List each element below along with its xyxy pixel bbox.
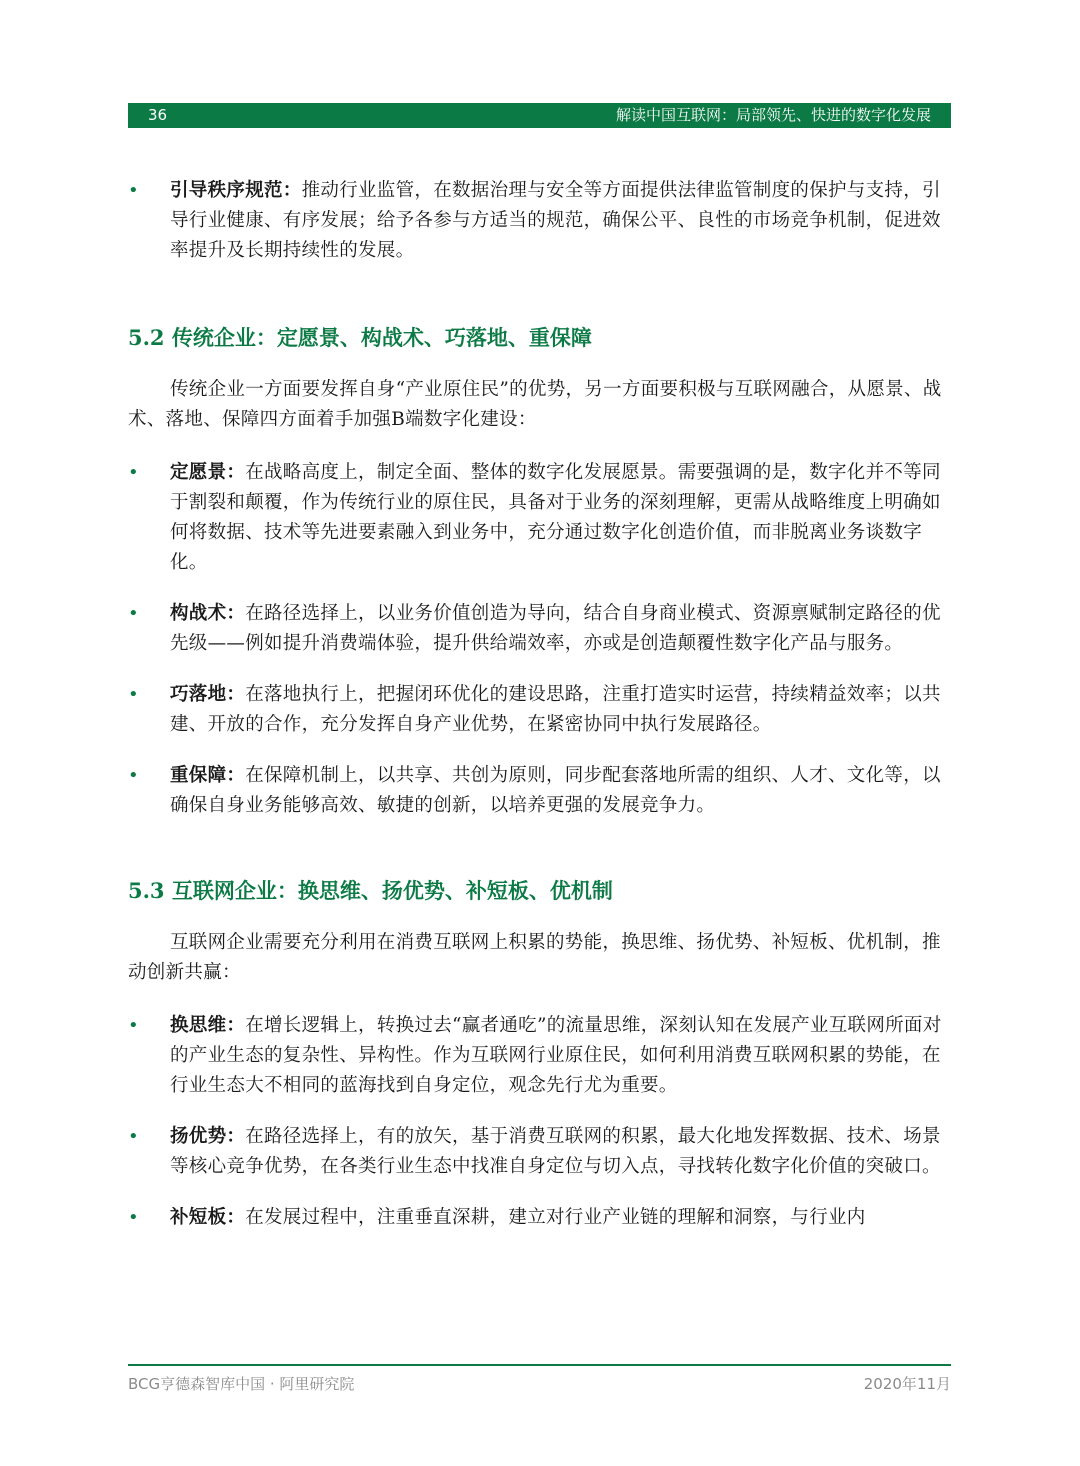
bullet-term: 引导秩序规范： [170,180,302,201]
page-number: 36 [148,106,168,124]
section-intro-5-2: 传统企业一方面要发挥自身“产业原住民”的优势，另一方面要积极与互联网融合，从愿景、战术、落地、保障四方面着手加强B端数字化建设： [128,379,942,430]
bullet-text: 在发展过程中，注重垂直深耕，建立对行业产业链的理解和洞察，与行业内 [245,1207,866,1228]
bullet-item [128,761,951,821]
bullet-item [128,599,951,659]
bullet-term: 换思维： [170,1015,246,1036]
bullet-text: 在落地执行上，把握闭环优化的建设思路，注重打造实时运营，持续精益效率；以共建、开放的合作，充分发挥自身产业优势，在紧密协同中执行发展路径。 [170,684,941,735]
bullet-dot-icon: • [128,462,139,483]
bullet-term: 补短板： [170,1207,246,1228]
bullet-item [128,458,951,578]
footer-divider [128,1364,951,1366]
bullet-term: 巧落地： [170,684,246,705]
bullet-term: 扬优势： [170,1126,246,1147]
bullet-item [128,176,951,266]
bullet-item [128,1122,951,1182]
bullet-dot-icon: • [128,684,139,705]
bullet-dot-icon: • [128,180,139,201]
page-footer [128,1373,951,1394]
bullet-dot-icon: • [128,1015,139,1036]
bullet-term: 定愿景： [170,462,246,483]
bullet-text: 在增长逻辑上，转换过去“赢者通吃”的流量思维，深刻认知在发展产业互联网所面对的产业生态的复杂性、异构性。作为互联网行业原住民，如何利用消费互联网积累的势能，在行业生态大不相同的蓝海找到自身定位，观念先行尤为重要。 [170,1015,942,1096]
bullet-text: 在保障机制上，以共享、共创为原则，同步配套落地所需的组织、人才、文化等，以确保自身业务能够高效、敏捷的创新，以培养更强的发展竞争力。 [170,765,941,816]
bullet-dot-icon: • [128,765,139,786]
bullet-term: 构战术： [170,603,246,624]
bullet-item [128,680,951,740]
header-title: 解读中国互联网：局部领先、快进的数字化发展 [615,106,931,124]
bullet-text: 在路径选择上，有的放矢，基于消费互联网的积累，最大化地发挥数据、技术、场景等核心竞争优势，在各类行业生态中找准自身定位与切入点，寻找转化数字化价值的突破口。 [170,1126,941,1177]
bullet-item [128,1203,951,1233]
bullet-dot-icon: • [128,603,139,624]
bullet-item [128,1011,951,1101]
page-content [128,176,951,1254]
section-title-5-2: 5.2 传统企业：定愿景、构战术、巧落地、重保障 [128,325,592,350]
bullet-text: 推动行业监管，在数据治理与安全等方面提供法律监管制度的保护与支持，引导行业健康、有序发展；给予各参与方适当的规范，确保公平、良性的市场竞争机制，促进效率提升及长期持续性的发展。 [170,180,941,261]
section-intro-5-3: 互联网企业需要充分利用在消费互联网上积累的势能，换思维、扬优势、补短板、优机制，推动创新共赢： [128,932,941,983]
bullet-text: 在战略高度上，制定全面、整体的数字化发展愿景。需要强调的是，数字化并不等同于割裂和颠覆，作为传统行业的原住民，具备对于业务的深刻理解，更需从战略维度上明确如何将数据、技术等先进要素融入到业务中，充分通过数字化创造价值，而非脱离业务谈数字化。 [170,462,941,573]
page-header-bar [128,103,951,128]
bullet-dot-icon: • [128,1126,139,1147]
bullet-text: 在路径选择上，以业务价值创造为导向，结合自身商业模式、资源禀赋制定路径的优先级——例如提升消费端体验，提升供给端效率，亦或是创造颠覆性数字化产品与服务。 [170,603,941,654]
bullet-dot-icon: • [128,1207,139,1228]
section-title-5-3: 5.3 互联网企业：换思维、扬优势、补短板、优机制 [128,878,613,903]
footer-publisher: BCG亨德森智库中国 · 阿里研究院 [128,1375,355,1393]
bullet-term: 重保障： [170,765,246,786]
footer-date: 2020年11月 [863,1375,951,1393]
